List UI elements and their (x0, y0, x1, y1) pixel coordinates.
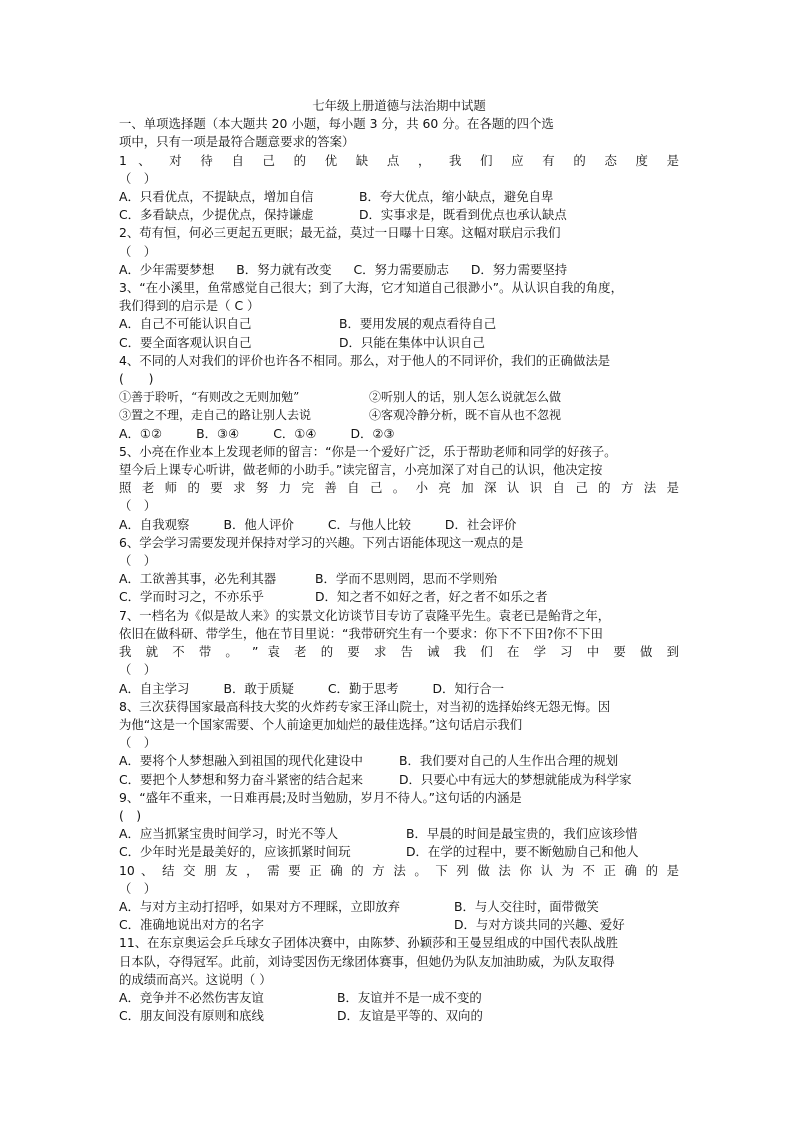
question-10 (119, 862, 679, 935)
option-row (119, 334, 679, 352)
question-9 (119, 789, 679, 862)
option-row (119, 680, 679, 698)
exam-page (119, 97, 679, 1025)
question-stem: 6、学会学习需要发现并保持对学习的兴趣。下列古语能体现这一观点的是 (119, 534, 524, 550)
option-a: A．与对方主动打招呼，如果对方不理睬，立即放弃 (119, 898, 401, 914)
question-stem-cont: 的成绩而高兴。这说明（ ） (119, 971, 272, 987)
answer-blank: （ ） (119, 170, 157, 186)
question-7 (119, 607, 679, 698)
option-c: C．学而时习之，不亦乐乎 (119, 589, 264, 605)
answer-blank: （ ） (119, 735, 157, 751)
option-b: B．学而不思则罔，思而不学则殆 (315, 571, 497, 587)
option-a: A．竞争并不必然伤害友谊 (119, 989, 264, 1005)
option-c: C．要全面客观认识自己 (119, 334, 252, 350)
answer-blank: ( ) (119, 807, 142, 823)
option-a: A．工欲善其事，必先利其器 (119, 571, 277, 587)
option-row (119, 916, 679, 934)
question-stem: 10 、 结 交 朋 友 ， 需 要 正 确 的 方 法 。 下 列 做 法 你 认 为 不 正 确 的 是 (119, 862, 679, 878)
exam-title: 七年级上册道德与法治期中试题 (312, 98, 486, 113)
option-c: C．与他人比较 (327, 516, 411, 532)
question-4 (119, 352, 679, 443)
option-c: C．勤于思考 (327, 680, 399, 696)
question-11 (119, 934, 679, 1025)
option-b: B．早晨的时间是最宝贵的，我们应该珍惜 (406, 826, 638, 842)
question-stem: 1 、 对 待 自 己 的 优 缺 点 ， 我 们 应 有 的 态 度 是 (119, 152, 679, 168)
option-b: B．我们要对自己的人生作出合理的规划 (399, 753, 619, 769)
option-c: C．准确地说出对方的名字 (119, 917, 264, 933)
answer-blank: （ ） (119, 243, 157, 259)
option-a: A．自主学习 (119, 680, 190, 696)
question-8 (119, 698, 679, 789)
question-1 (119, 152, 679, 225)
option-b: B．与人交往时，面带微笑 (454, 898, 599, 914)
statement-row (119, 388, 679, 406)
option-a: A．应当抓紧宝贵时间学习，时光不等人 (119, 826, 339, 842)
option-c: C．多看缺点，少提优点，保持谦虚 (119, 207, 314, 223)
question-stem-cont: 照 老 师 的 要 求 努 力 完 善 自 己 。 小 亮 加 深 认 识 自 己 的 方 法 是 (119, 480, 679, 496)
option-d: D．实事求是，既看到优点也承认缺点 (359, 207, 567, 223)
option-c: C．努力需要励志 (353, 261, 449, 277)
option-a: A．自己不可能认识自己 (119, 316, 252, 332)
question-2 (119, 224, 679, 279)
question-stem-cont: 望今后上课专心听讲，做老师的小助手。”读完留言，小亮加深了对自己的认识，他决定按 (119, 462, 603, 478)
option-d: D．社会评价 (444, 516, 517, 532)
question-stem-cont: 我 就 不 带 。 ” 袁 老 的 要 求 告 诫 我 们 在 学 习 中 要 做 到 (119, 644, 679, 660)
question-stem: 8、三次获得国家最高科技大奖的火炸药专家王泽山院士，对当初的选择始终无怨无悔。因 (119, 698, 611, 714)
question-stem-cont: 我们得到的启示是（ C ） (119, 298, 260, 314)
answer-blank: （ ） (119, 662, 157, 678)
option-b: B．努力就有改变 (236, 261, 332, 277)
option-row (119, 588, 679, 606)
option-c: C．少年时光是最美好的，应该抓紧时间玩 (119, 844, 351, 860)
answer-blank: （ ） (119, 553, 157, 569)
option-c: C．①④ (273, 425, 317, 441)
question-stem: 7、一档名为《似是故人来》的实景文化访谈节目专访了袁隆平先生。袁老已是鲐背之年， (119, 607, 611, 623)
answer-blank: ( ) (119, 371, 154, 387)
option-row (119, 516, 679, 534)
question-stem: 5、小亮在作业本上发现老师的留言：“你是一个爱好广泛，乐于帮助老师和同学的好孩子。 (119, 443, 617, 459)
question-6 (119, 534, 679, 607)
question-3 (119, 279, 679, 352)
option-row (119, 261, 679, 279)
option-d: D．友谊是平等的、双向的 (337, 1008, 483, 1024)
option-d: D．只能在集体中认识自己 (339, 334, 485, 350)
question-stem-cont: 日本队，夺得冠军。此前，刘诗雯因伤无缘团体赛事，但她仍为队友加油助威，为队友取得 (119, 953, 615, 969)
question-stem-cont: 为他“这是一个国家需要、个人前途更加灿烂的最佳选择。”这句话启示我们 (119, 716, 523, 732)
option-b: B．友谊并不是一成不变的 (337, 989, 482, 1005)
option-a: A．自我观察 (119, 516, 190, 532)
question-stem: 4、不同的人对我们的评价也许各不相同。那么，对于他人的不同评价，我们的正确做法是 (119, 352, 611, 368)
option-row (119, 206, 679, 224)
answer-blank: （ ） (119, 498, 157, 514)
option-b: B．夸大优点，缩小缺点，避免自卑 (359, 189, 554, 205)
option-d: D．与对方谈共同的兴趣、爱好 (454, 917, 625, 933)
statement-2: ②听别人的话，别人怎么说就怎么做 (369, 390, 562, 405)
question-stem-cont: 依旧在做科研、带学生，他在节目里说：“我带研究生有一个要求：你下不下田?你不下田 (119, 625, 603, 641)
question-stem: 11、在东京奥运会乒乓球女子团体决赛中，由陈梦、孙颖莎和王曼昱组成的中国代表队战胜 (119, 935, 619, 951)
option-b: B．他人评价 (223, 516, 294, 532)
option-d: D．②③ (350, 425, 395, 441)
option-b: B．敢于质疑 (223, 680, 294, 696)
question-stem: 9、“盛年不重来，一日难再晨;及时当勉励，岁月不待人。”这句话的内涵是 (119, 789, 522, 805)
statement-3: ③置之不理，走自己的路让别人去说 (119, 408, 312, 423)
option-c: C．朋友间没有原则和底线 (119, 1008, 264, 1024)
option-b: B．③④ (196, 425, 240, 441)
option-a: A．要将个人梦想融入到祖国的现代化建设中 (119, 753, 363, 769)
option-a: A．只看优点，不提缺点，增加自信 (119, 189, 314, 205)
option-row (119, 825, 679, 843)
option-row (119, 315, 679, 333)
option-row (119, 1007, 679, 1025)
option-d: D．知之者不如好之者，好之者不如乐之者 (315, 589, 548, 605)
statement-row (119, 406, 679, 424)
option-a: A．少年需要梦想 (119, 261, 215, 277)
option-row (119, 570, 679, 588)
question-stem: 2、苟有恒，何必三更起五更眠；最无益，莫过一日曝十日寒。这幅对联启示我们 (119, 225, 561, 241)
question-stem: 3、“在小溪里，鱼常感觉自己很大；到了大海，它才知道自己很渺小”。从认识自我的角度， (119, 280, 623, 296)
option-a: A．①② (119, 425, 163, 441)
question-5 (119, 443, 679, 534)
option-d: D．知行合一 (432, 680, 505, 696)
statement-1: ①善于聆听，“有则改之无则加勉” (119, 390, 300, 405)
section-heading: 一、单项选择题（本大题共 20 小题，每小题 3 分，共 60 分。在各题的四个选 (119, 116, 554, 132)
answer-blank: （ ） (119, 880, 157, 896)
section-heading-cont: 项中，只有一项是最符合题意要求的答案） (119, 134, 355, 150)
option-row (119, 425, 679, 443)
option-b: B．要用发展的观点看待自己 (339, 316, 497, 332)
option-row (119, 898, 679, 916)
option-row (119, 843, 679, 861)
option-row (119, 752, 679, 770)
option-row (119, 771, 679, 789)
option-d: D．在学的过程中，要不断勉励自己和他人 (406, 844, 639, 860)
option-row (119, 188, 679, 206)
option-c: C．要把个人梦想和努力奋斗紧密的结合起来 (119, 771, 364, 787)
option-d: D．只要心中有远大的梦想就能成为科学家 (399, 771, 632, 787)
option-d: D．努力需要坚持 (470, 261, 568, 277)
statement-4: ④客观冷静分析，既不盲从也不忽视 (369, 408, 562, 423)
option-row (119, 989, 679, 1007)
